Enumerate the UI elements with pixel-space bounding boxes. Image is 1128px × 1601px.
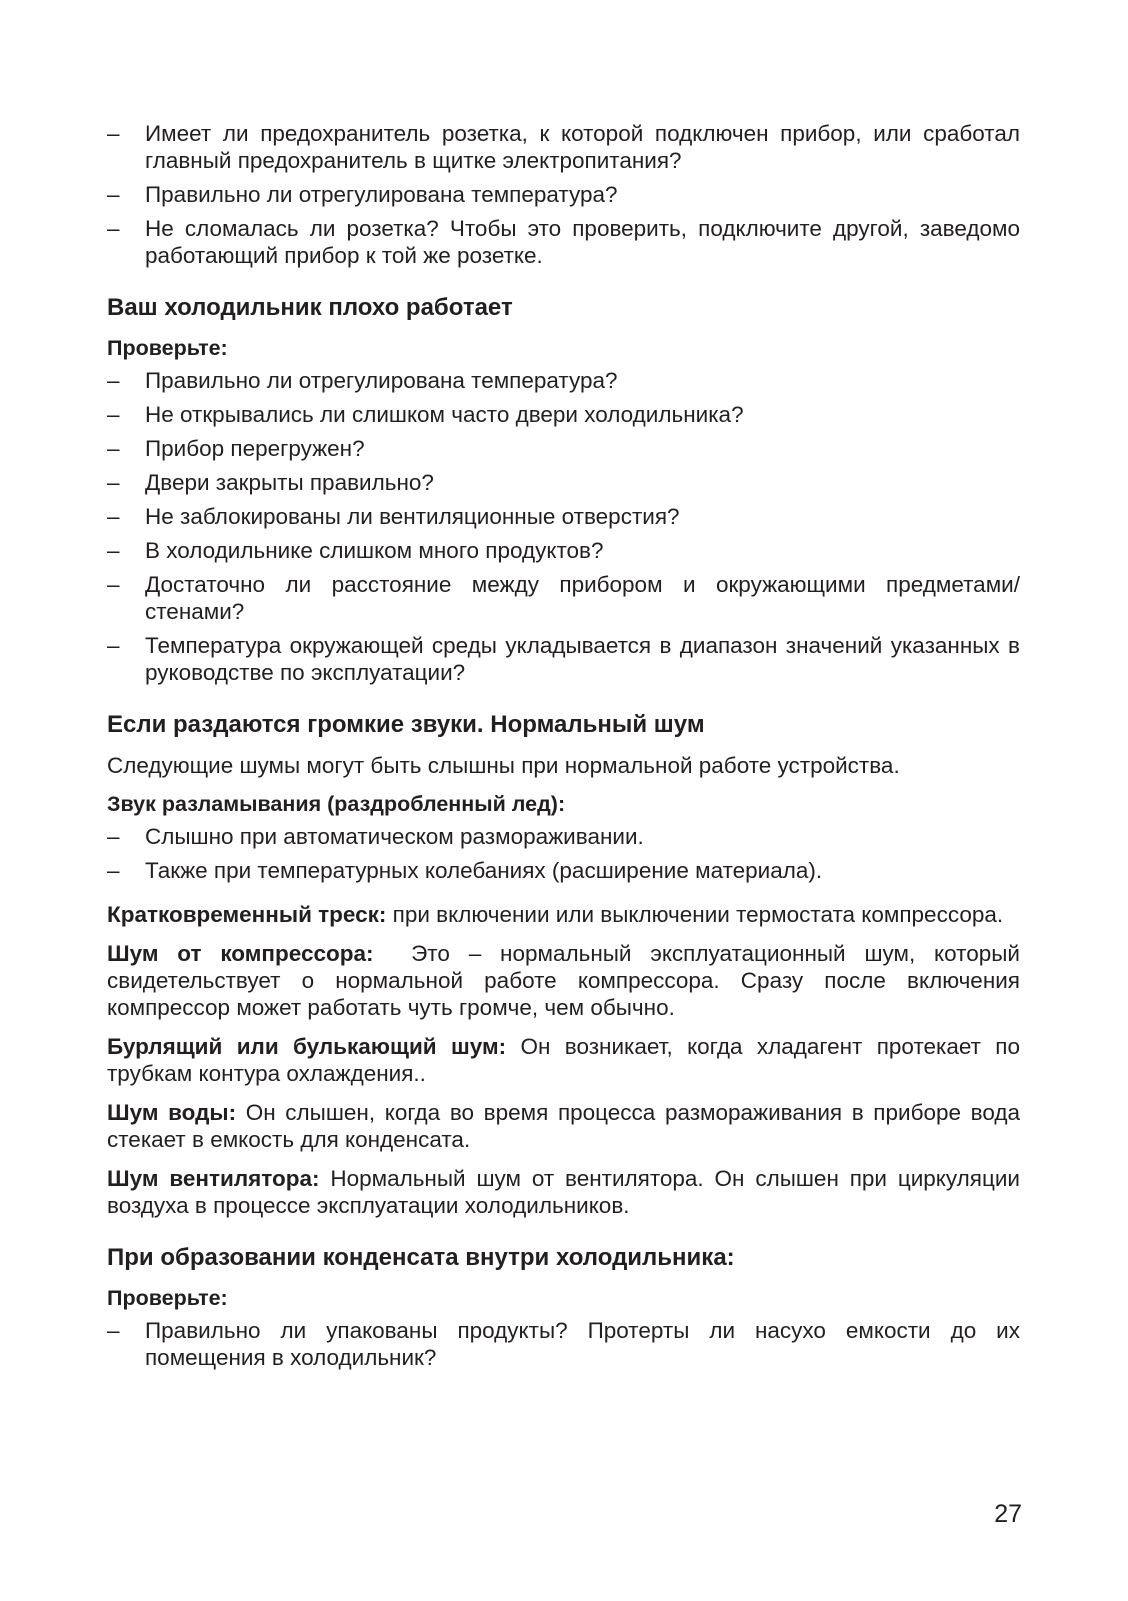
noises-intro: Следующие шумы могут быть слышны при нормальной работе устройства.	[107, 753, 900, 778]
section-heading-condensation: При образовании конденсата внутри холодильника:	[107, 1244, 735, 1271]
list-item: – Правильно ли отрегулирована температура?	[107, 182, 618, 207]
list-item: – Не сломалась ли розетка? Чтобы это проверить, подключите другой, заведомо работающий прибор к той же розетке.	[107, 216, 1020, 268]
list-item: – Слышно при автоматическом размораживании.	[107, 824, 644, 849]
condensation-checklist	[107, 1317, 1020, 1371]
list-item: – Не открывались ли слишком часто двери холодильника?	[107, 402, 744, 427]
list-item: – Прибор перегружен?	[107, 436, 365, 461]
list-item: – Двери закрыты правильно?	[107, 470, 434, 495]
check-label: Проверьте:	[107, 1286, 228, 1310]
section-heading-poor-performance: Ваш холодильник плохо работает	[107, 294, 513, 321]
list-item: – В холодильнике слишком много продуктов?	[107, 538, 604, 563]
list-item: – Правильно ли отрегулирована температура?	[107, 368, 618, 393]
ice-cracking-list	[107, 823, 1020, 884]
list-item: – Не заблокированы ли вентиляционные отверстия?	[107, 504, 680, 529]
noise-paragraph-fan: Шум вентилятора: Нормальный шум от вентилятора. Он слышен при циркуляции воздуха в процессе эксплуатации холодильников.	[107, 1166, 1021, 1218]
list-item: – Достаточно ли расстояние между прибором и окружающими предметами/стенами?	[107, 572, 1020, 624]
noise-paragraph-gurgling: Бурлящий или булькающий шум: Он возникает, когда хладагент протекает по трубкам контура охлаждения..	[107, 1034, 1020, 1086]
check-label: Проверьте:	[107, 336, 228, 360]
list-item: – Имеет ли предохранитель розетка, к которой подключен прибор, или сработал главный предохранитель в щитке электропитания?	[107, 121, 1020, 173]
list-item: – Правильно ли упакованы продукты? Протерты ли насухо емкости до их помещения в холодильник?	[107, 1318, 1020, 1370]
page-number: 27	[994, 1500, 1022, 1528]
page-content	[107, 120, 1027, 1378]
section-heading-loud-noises: Если раздаются громкие звуки. Нормальный шум	[107, 711, 705, 738]
intro-list	[107, 120, 1020, 269]
noise-paragraph-crackle: Кратковременный треск: при включении или выключении термостата компрессора.	[107, 902, 1004, 927]
list-item: – Также при температурных колебаниях (расширение материала).	[107, 858, 823, 883]
ice-cracking-label: Звук разламывания (раздробленный лед):	[107, 792, 566, 816]
list-item: – Температура окружающей среды укладывается в диапазон значений указанных в руководстве по эксплуатации?	[107, 633, 1020, 685]
poor-performance-checklist	[107, 367, 1020, 686]
noise-paragraph-compressor: Шум от компрессора: Это – нормальный эксплуатационный шум, который свидетельствует о нормальной работе компрессора. Сразу после включения компрессор может работать чуть громче, чем обычно.	[107, 941, 1027, 1020]
noise-paragraph-water: Шум воды: Он слышен, когда во время процесса размораживания в приборе вода стекает в емкость для конденсата.	[107, 1100, 1021, 1152]
